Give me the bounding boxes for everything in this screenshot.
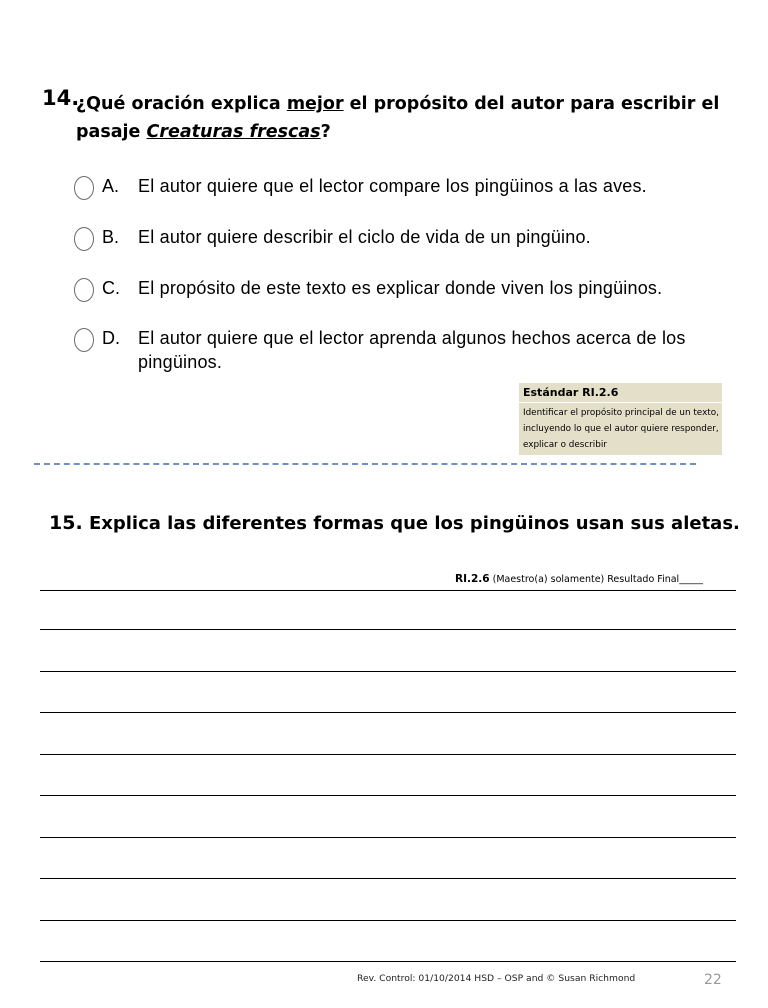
question-15-prompt: 15. Explica las diferentes formas que los pingüinos usan sus aletas. xyxy=(49,512,740,534)
writing-line[interactable] xyxy=(40,590,736,591)
writing-line[interactable] xyxy=(40,671,736,672)
standard-description: Identificar el propósito principal de un texto, incluyendo lo que el autor quiere responder, explicar o describir xyxy=(523,408,719,450)
standard-title: Estándar RI.2.6 xyxy=(523,386,619,399)
footer-text: Rev. Control: 01/10/2014 HSD – OSP and © Susan Richmond xyxy=(357,973,636,984)
option-text: El autor quiere que el lector compare los pingüinos a las aves. xyxy=(138,176,647,196)
answer-bubble-icon[interactable] xyxy=(74,227,94,251)
teacher-score-label: RI.2.6 (Maestro(a) solamente) Resultado Final_____ xyxy=(455,573,703,585)
writing-line[interactable] xyxy=(40,961,736,962)
option-text: El autor quiere que el lector aprenda algunos hechos acerca de los pingüinos. xyxy=(138,328,686,372)
answer-bubble-icon[interactable] xyxy=(74,278,94,302)
question-14-number: 14. xyxy=(42,86,80,110)
writing-line[interactable] xyxy=(40,920,736,921)
question-15-number: 15. xyxy=(49,512,83,534)
standard-divider xyxy=(519,402,722,403)
option-letter: D. xyxy=(102,328,120,348)
writing-line[interactable] xyxy=(40,878,736,879)
option-letter: A. xyxy=(102,176,120,196)
option-letter: B. xyxy=(102,227,120,247)
writing-line[interactable] xyxy=(40,712,736,713)
option-text: El autor quiere describir el ciclo de vida de un pingüino. xyxy=(138,227,591,247)
question-14-prompt: ¿Qué oración explica mejor el propósito del autor para escribir el pasaje Creaturas frescas? xyxy=(76,94,720,142)
page-number: 22 xyxy=(704,972,722,988)
writing-line[interactable] xyxy=(40,837,736,838)
writing-line[interactable] xyxy=(40,629,736,630)
answer-bubble-icon[interactable] xyxy=(74,176,94,200)
writing-line[interactable] xyxy=(40,754,736,755)
answer-bubble-icon[interactable] xyxy=(74,328,94,352)
section-divider xyxy=(34,463,696,465)
option-letter: C. xyxy=(102,278,120,298)
passage-title: Creaturas frescas xyxy=(146,122,321,142)
option-text: El propósito de este texto es explicar donde viven los pingüinos. xyxy=(138,278,663,298)
standard-box xyxy=(519,383,722,455)
emphasis-word: mejor xyxy=(286,94,344,114)
writing-line[interactable] xyxy=(40,795,736,796)
